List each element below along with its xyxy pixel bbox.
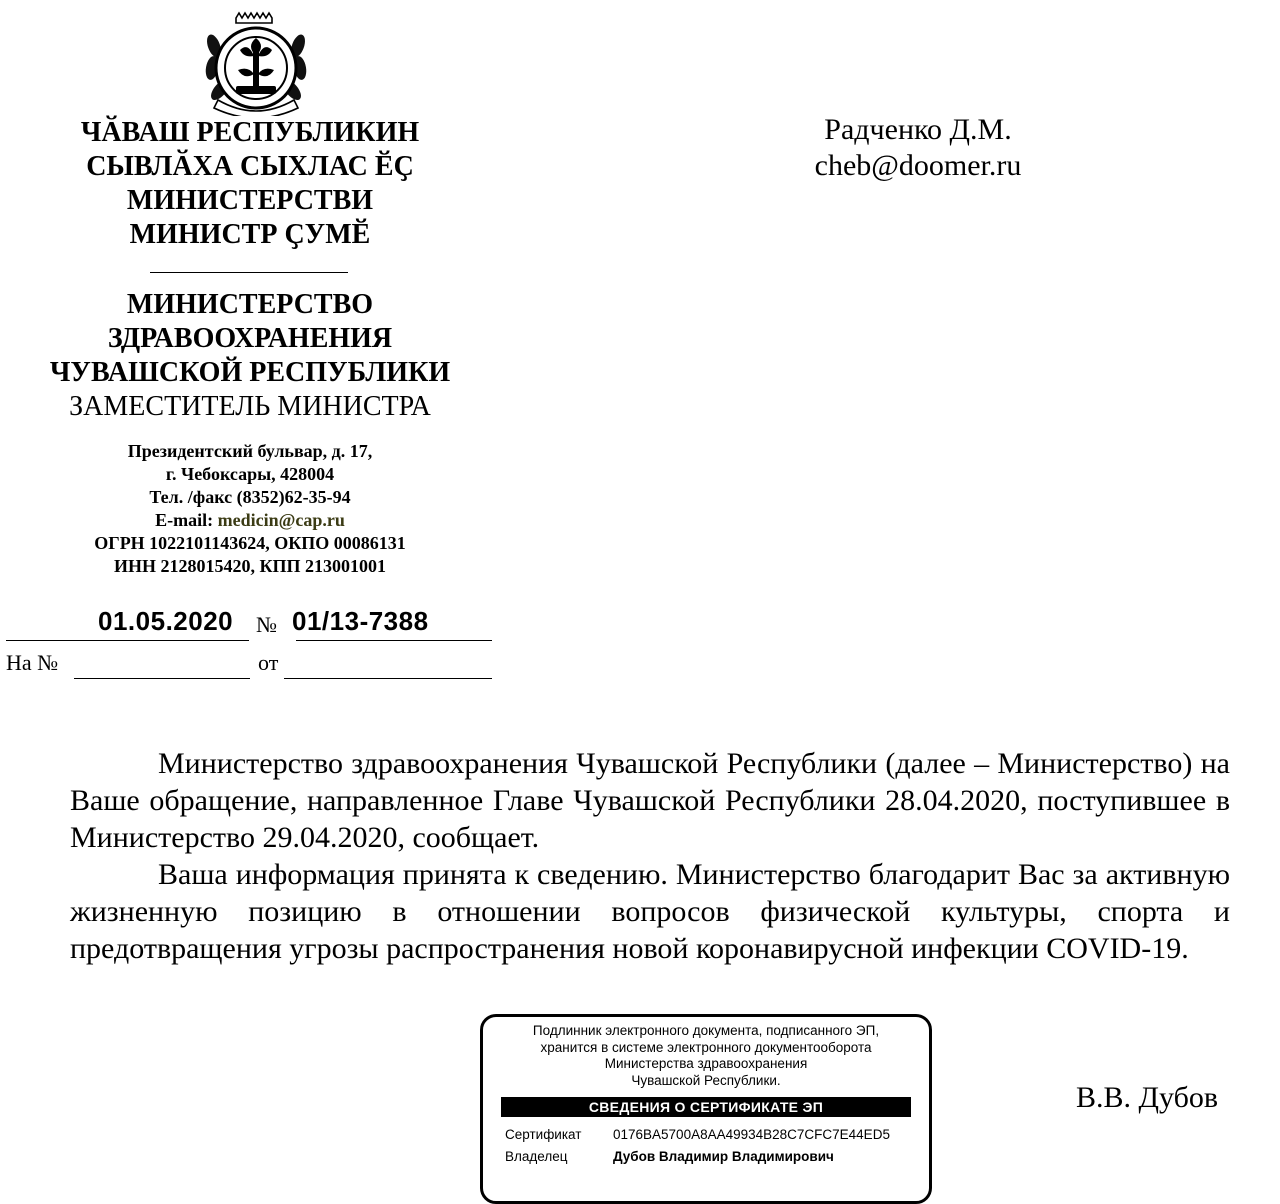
recipient-block (700, 112, 1136, 184)
address-city: г. Чебоксары, 428004 (165, 464, 335, 484)
electronic-signature-stamp (480, 1014, 932, 1204)
email-label: E-mail: (155, 510, 218, 530)
owner-value: Дубов Владимир Владимирович (613, 1149, 834, 1164)
recipient-name: Радченко Д.М. (824, 113, 1012, 146)
ministry-email-link[interactable]: medicin@cap.ru (217, 510, 345, 530)
reference-row (6, 648, 492, 682)
header-line: МИНИСТЕРСТВИ (126, 185, 374, 216)
reference-number-label: На № (6, 650, 59, 675)
document-number-row (6, 600, 492, 642)
body-paragraph: Министерство здравоохранения Чувашской Республики (далее – Министерство) на Ваше обращение, направленное Главе Чувашской Республики 28.04.2020, поступившее в Министерство 29.04.2020, сообщает. (70, 747, 1230, 854)
number-underline (296, 640, 492, 641)
document-date: 01.05.2020 (98, 606, 234, 636)
address-phone: Тел. /факс (8352)62-35-94 (149, 487, 351, 507)
ministry-address (0, 440, 500, 578)
document-number: 01/13-7388 (292, 606, 429, 636)
recipient-email[interactable]: cheb@doomer.ru (814, 149, 1022, 182)
letter-body (70, 745, 1230, 967)
reference-date-blank (284, 678, 492, 679)
certificate-value: 0176BA5700A8AA49934B28C7CFC7E44ED5 (613, 1127, 890, 1142)
stamp-intro-line: хранится в системе электронного документооборота (540, 1039, 872, 1055)
header-line: ЧУВАШСКОЙ РЕСПУБЛИКИ (49, 357, 451, 388)
address-inn-kpp: ИНН 2128015420, КПП 213001001 (113, 556, 387, 576)
stamp-intro-text (491, 1023, 921, 1089)
header-line: МИНИСТР ҪУМӖ (129, 219, 371, 250)
stamp-owner-row (505, 1145, 929, 1167)
certificate-label: Сертификат (505, 1127, 582, 1142)
deputy-minister-title: ЗАМЕСТИТЕЛЬ МИНИСТРА (69, 391, 431, 422)
owner-label: Владелец (505, 1149, 568, 1164)
header-divider (150, 272, 348, 273)
ministry-header-chuvash (0, 116, 500, 252)
address-email-line (0, 509, 500, 532)
header-line: СЫВЛӐХА СЫХЛАС ӖҪ (86, 151, 414, 182)
header-line: МИНИСТЕРСТВО (126, 289, 374, 320)
stamp-certificate-heading: СВЕДЕНИЯ О СЕРТИФИКАТЕ ЭП (501, 1097, 911, 1117)
body-paragraph: Ваша информация принята к сведению. Министерство благодарит Вас за активную жизненную позицию в отношении вопросов физической культуры, спорта и предотвращения угрозы распространения новой коронавирусной инфекции COVID-19. (70, 858, 1230, 965)
ministry-header-russian (0, 288, 500, 390)
reference-number-blank (74, 678, 250, 679)
address-ogrn-okpo: ОГРН 1022101143624, ОКПО 00086131 (94, 533, 406, 553)
address-street: Президентский бульвар, д. 17, (127, 441, 373, 461)
number-sign: № (256, 612, 277, 637)
stamp-certificate-row (505, 1123, 929, 1145)
header-line: ЧӐВАШ РЕСПУБЛИКИН (80, 117, 420, 148)
date-underline (6, 640, 249, 641)
stamp-intro-line: Подлинник электронного документа, подписанного ЭП, (532, 1023, 880, 1038)
signer-name: В.В. Дубов (1076, 1081, 1219, 1114)
reference-date-label: от (258, 650, 279, 675)
coat-of-arms-emblem (200, 8, 312, 116)
stamp-intro-line: Чувашской Республики. (631, 1072, 781, 1088)
header-line: ЗДРАВООХРАНЕНИЯ (107, 323, 393, 354)
stamp-intro-line: Министерства здравоохранения (604, 1056, 808, 1071)
